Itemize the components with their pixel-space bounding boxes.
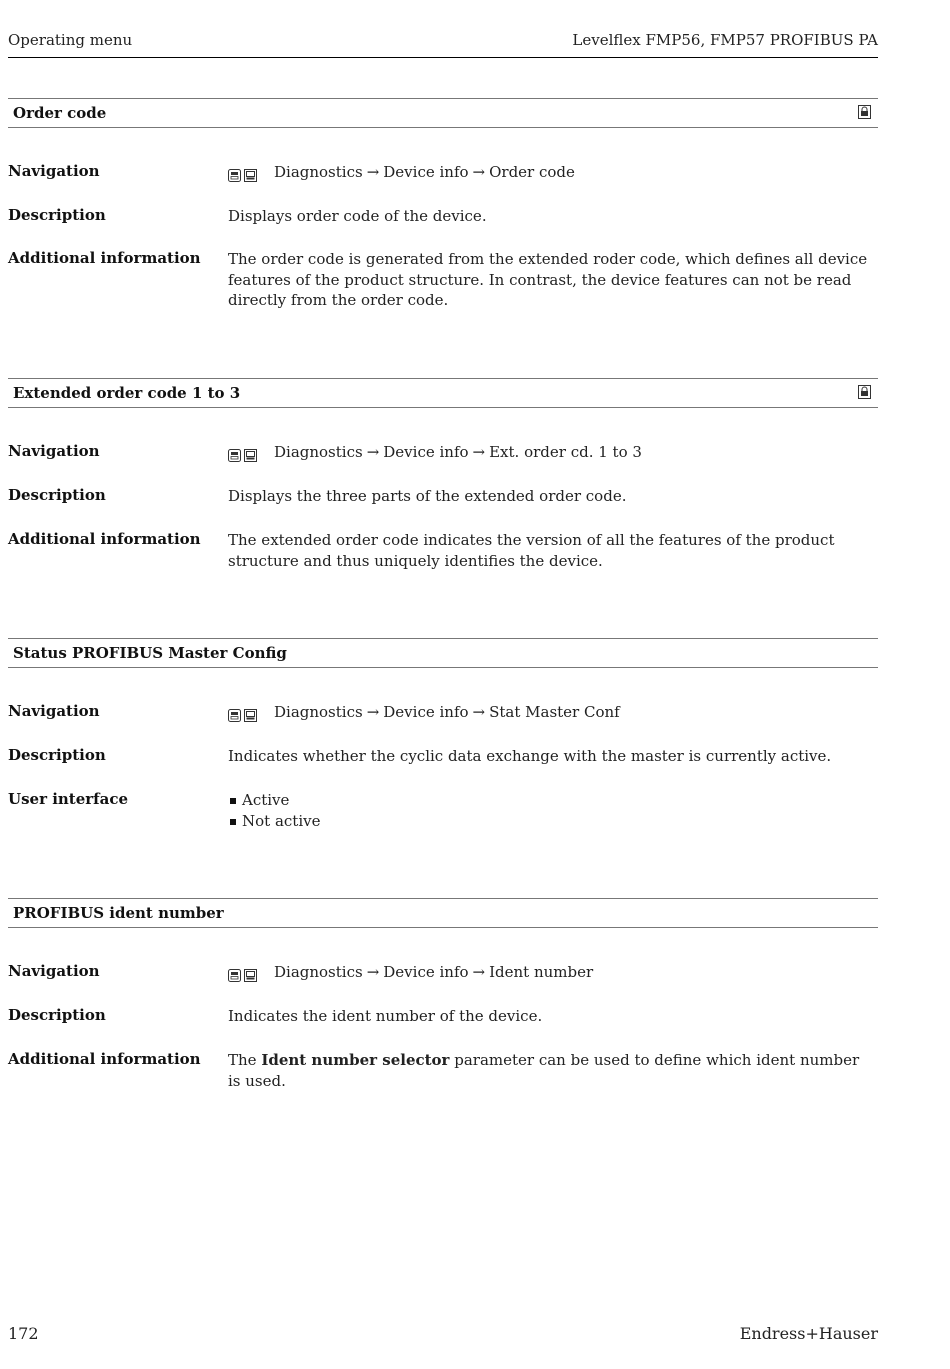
nav-step: Stat Master Conf [489, 703, 620, 721]
section-title: Order code [13, 104, 107, 122]
label-description: Description [8, 206, 106, 224]
nav-step: Order code [489, 163, 575, 181]
label-navigation: Navigation [8, 162, 100, 180]
additional-information-text [228, 1050, 873, 1091]
lock-icon [858, 105, 871, 119]
text-fragment: The [228, 1051, 262, 1069]
navigation-path [228, 442, 873, 465]
description-text: Indicates the ident number of the device. [228, 1007, 543, 1025]
operating-tool-icon [228, 449, 241, 462]
nav-step: Device info [383, 443, 469, 461]
option-list [228, 790, 873, 831]
label-navigation: Navigation [8, 962, 100, 980]
label-navigation: Navigation [8, 702, 100, 720]
navigation-path [228, 702, 873, 725]
nav-icons [228, 444, 260, 465]
label-description: Description [8, 1006, 106, 1024]
section-title: Status PROFIBUS Master Config [13, 644, 287, 662]
list-item: Active [228, 790, 873, 811]
label-description: Description [8, 746, 106, 764]
label-additional-information: Additional information [8, 1050, 201, 1068]
text-fragment: parameter can be used to define which ident number is used. [228, 1051, 860, 1090]
description-text: Indicates whether the cyclic data exchange with the master is currently active. [228, 747, 832, 765]
nav-arrow: → [472, 443, 486, 461]
nav-step: Device info [383, 963, 469, 981]
nav-arrow: → [472, 703, 486, 721]
nav-icons [228, 704, 260, 725]
nav-step: Diagnostics [274, 163, 363, 181]
nav-arrow: → [472, 963, 486, 981]
header-chapter: Operating menu [8, 31, 133, 49]
display-icon [244, 709, 257, 722]
section-order-code [8, 98, 878, 128]
label-navigation: Navigation [8, 442, 100, 460]
list-item: Not active [228, 811, 873, 832]
nav-step: Diagnostics [274, 963, 363, 981]
display-icon [244, 969, 257, 982]
nav-arrow: → [366, 703, 380, 721]
label-additional-information: Additional information [8, 249, 201, 267]
user-interface-options [228, 790, 873, 831]
navigation-path [228, 962, 873, 985]
display-icon [244, 169, 257, 182]
header-product: Levelflex FMP56, FMP57 PROFIBUS PA [572, 31, 878, 49]
nav-step: Ext. order cd. 1 to 3 [489, 443, 642, 461]
description-text: Displays the three parts of the extended order code. [228, 487, 627, 505]
nav-arrow: → [366, 963, 380, 981]
page-number: 172 [8, 1324, 39, 1343]
additional-information-text: The extended order code indicates the version of all the features of the product structure and thus uniquely identifies the device. [228, 531, 835, 570]
page-header [8, 28, 878, 58]
nav-step: Device info [383, 703, 469, 721]
nav-arrow: → [472, 163, 486, 181]
nav-step: Diagnostics [274, 703, 363, 721]
lock-icon [858, 385, 871, 399]
label-description: Description [8, 486, 106, 504]
nav-icons [228, 964, 260, 985]
nav-step: Diagnostics [274, 443, 363, 461]
operating-tool-icon [228, 969, 241, 982]
operating-tool-icon [228, 169, 241, 182]
nav-arrow: → [366, 443, 380, 461]
section-title: PROFIBUS ident number [13, 904, 224, 922]
section-title: Extended order code 1 to 3 [13, 384, 241, 402]
operating-tool-icon [228, 709, 241, 722]
nav-step: Device info [383, 163, 469, 181]
section-profibus-ident-number [8, 898, 878, 928]
nav-arrow: → [366, 163, 380, 181]
section-status-profibus-master-config [8, 638, 878, 668]
parameter-name: Ident number selector [261, 1051, 450, 1069]
additional-information-text: The order code is generated from the extended roder code, which defines all device features of the product structure. In contrast, the device features can not be read directly from the order code. [228, 250, 868, 309]
display-icon [244, 449, 257, 462]
description-text: Displays order code of the device. [228, 207, 487, 225]
navigation-path [228, 162, 873, 185]
brand-name: Endress+Hauser [739, 1324, 878, 1343]
nav-step: Ident number [489, 963, 594, 981]
nav-icons [228, 164, 260, 185]
section-extended-order-code [8, 378, 878, 408]
label-user-interface: User interface [8, 790, 129, 808]
label-additional-information: Additional information [8, 530, 201, 548]
